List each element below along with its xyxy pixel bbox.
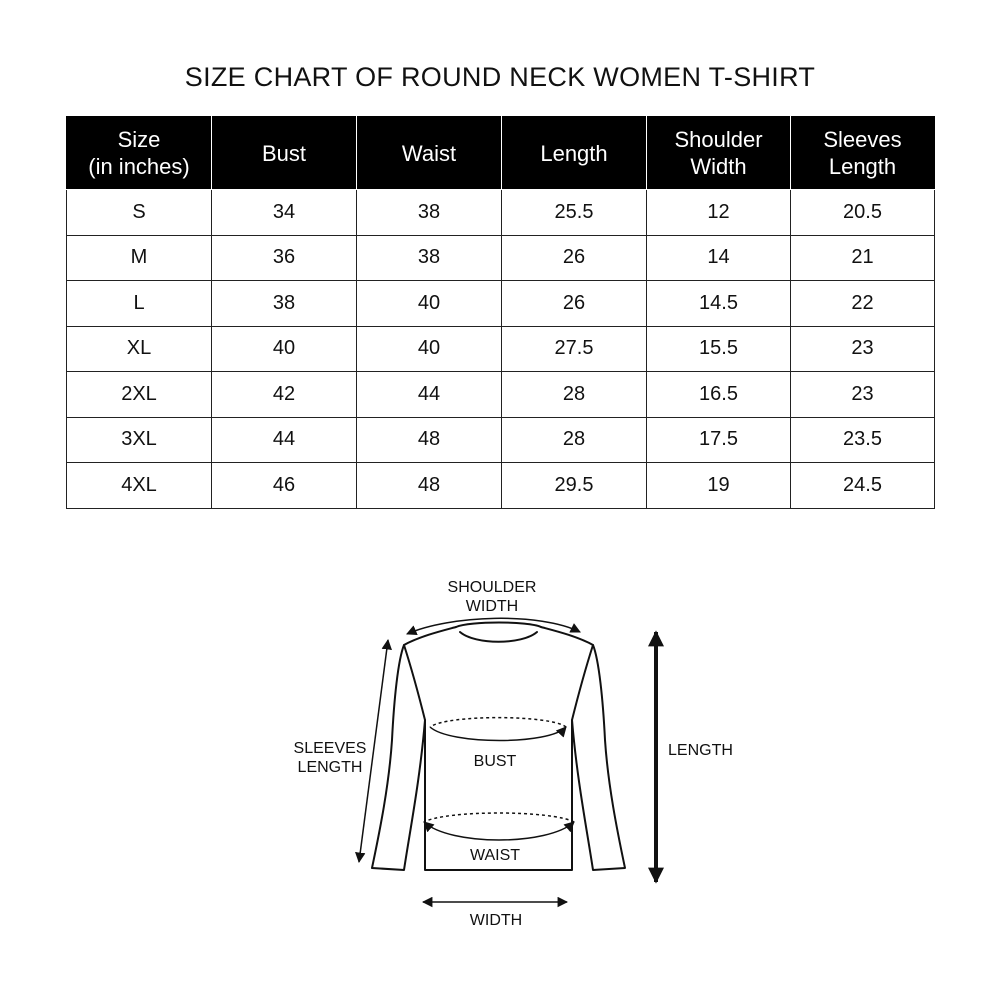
sleeves-length-label: SLEEVES LENGTH bbox=[293, 740, 367, 776]
cell-sleeves-length: 24.5 bbox=[791, 463, 935, 509]
cell-shoulder-width: 15.5 bbox=[647, 326, 791, 372]
cell-size: 2XL bbox=[67, 372, 212, 418]
cell-size: M bbox=[67, 235, 212, 281]
table-row bbox=[67, 190, 935, 236]
cell-waist: 38 bbox=[357, 235, 502, 281]
cell-bust: 40 bbox=[212, 326, 357, 372]
table-row bbox=[67, 281, 935, 327]
cell-length: 29.5 bbox=[502, 463, 647, 509]
tshirt-outline bbox=[372, 623, 625, 871]
cell-waist: 38 bbox=[357, 190, 502, 236]
cell-sleeves-length: 23 bbox=[791, 372, 935, 418]
cell-waist: 40 bbox=[357, 281, 502, 327]
table-header-row bbox=[67, 117, 935, 190]
table-row bbox=[67, 372, 935, 418]
cell-waist: 48 bbox=[357, 463, 502, 509]
cell-shoulder-width: 12 bbox=[647, 190, 791, 236]
header-size: Size (in inches) bbox=[67, 117, 212, 190]
cell-size: S bbox=[67, 190, 212, 236]
cell-shoulder-width: 16.5 bbox=[647, 372, 791, 418]
header-waist: Waist bbox=[357, 117, 502, 190]
cell-size: 4XL bbox=[67, 463, 212, 509]
bust-label: BUST bbox=[473, 753, 517, 770]
table-row bbox=[67, 463, 935, 509]
waist-measure-ellipse bbox=[424, 813, 574, 840]
cell-sleeves-length: 23 bbox=[791, 326, 935, 372]
cell-bust: 34 bbox=[212, 190, 357, 236]
header-length: Length bbox=[502, 117, 647, 190]
cell-shoulder-width: 14 bbox=[647, 235, 791, 281]
table-row bbox=[67, 235, 935, 281]
size-chart-table bbox=[66, 116, 935, 509]
header-shoulder-width: Shoulder Width bbox=[647, 117, 791, 190]
page-title: SIZE CHART OF ROUND NECK WOMEN T-SHIRT bbox=[184, 62, 816, 92]
cell-sleeves-length: 23.5 bbox=[791, 417, 935, 463]
cell-length: 28 bbox=[502, 372, 647, 418]
table-row bbox=[67, 326, 935, 372]
cell-length: 28 bbox=[502, 417, 647, 463]
cell-bust: 46 bbox=[212, 463, 357, 509]
cell-shoulder-width: 19 bbox=[647, 463, 791, 509]
table-row bbox=[67, 417, 935, 463]
cell-bust: 44 bbox=[212, 417, 357, 463]
cell-waist: 48 bbox=[357, 417, 502, 463]
cell-bust: 42 bbox=[212, 372, 357, 418]
cell-shoulder-width: 14.5 bbox=[647, 281, 791, 327]
cell-size: XL bbox=[67, 326, 212, 372]
cell-length: 27.5 bbox=[502, 326, 647, 372]
shoulder-width-label: SHOULDER WIDTH bbox=[447, 579, 537, 615]
tshirt-measurement-diagram bbox=[0, 560, 1000, 980]
cell-length: 26 bbox=[502, 235, 647, 281]
cell-waist: 40 bbox=[357, 326, 502, 372]
length-label: LENGTH bbox=[668, 742, 733, 759]
header-sleeves-length: Sleeves Length bbox=[791, 117, 935, 190]
cell-sleeves-length: 22 bbox=[791, 281, 935, 327]
cell-shoulder-width: 17.5 bbox=[647, 417, 791, 463]
cell-sleeves-length: 21 bbox=[791, 235, 935, 281]
cell-sleeves-length: 20.5 bbox=[791, 190, 935, 236]
cell-bust: 36 bbox=[212, 235, 357, 281]
bust-measure-ellipse bbox=[430, 718, 566, 741]
waist-label: WAIST bbox=[469, 847, 521, 864]
cell-length: 26 bbox=[502, 281, 647, 327]
cell-size: L bbox=[67, 281, 212, 327]
shoulder-width-arrow bbox=[407, 618, 580, 634]
header-bust: Bust bbox=[212, 117, 357, 190]
cell-bust: 38 bbox=[212, 281, 357, 327]
cell-length: 25.5 bbox=[502, 190, 647, 236]
cell-waist: 44 bbox=[357, 372, 502, 418]
width-label: WIDTH bbox=[469, 912, 523, 929]
cell-size: 3XL bbox=[67, 417, 212, 463]
